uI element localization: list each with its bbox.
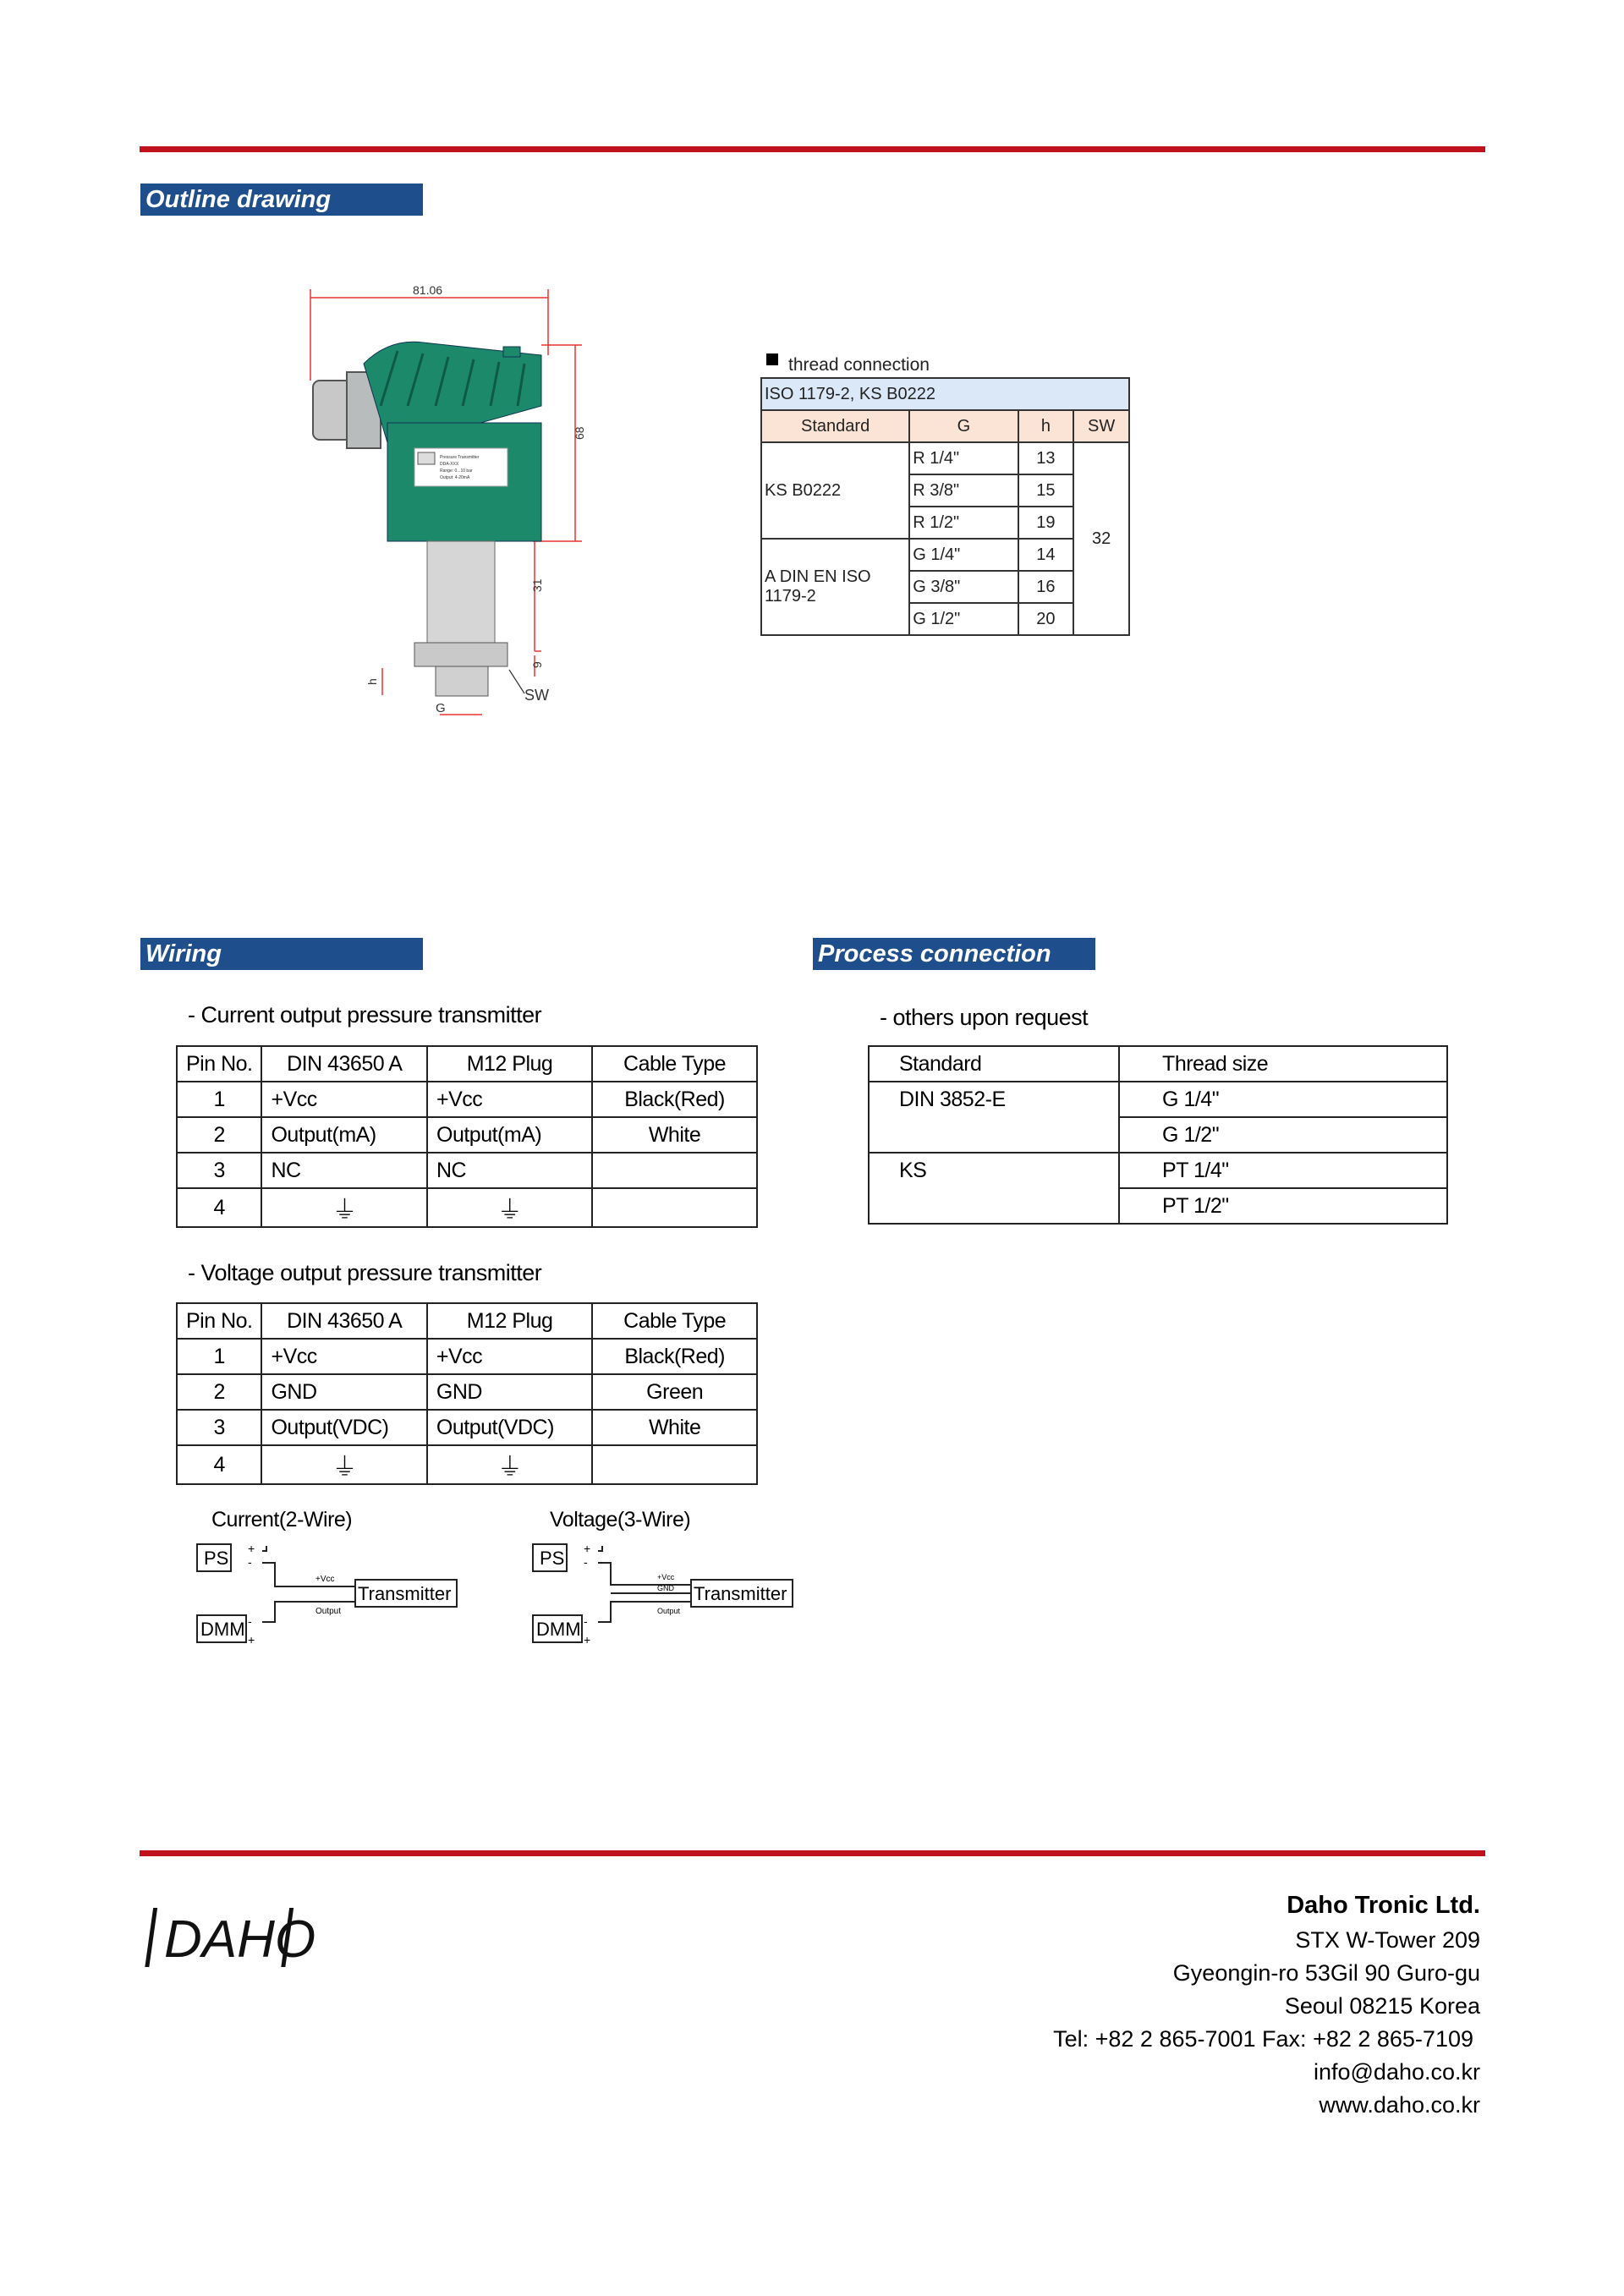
website-link[interactable]: www.daho.co.kr — [1319, 2092, 1480, 2118]
output-label: Output — [315, 1607, 342, 1616]
ps-label: PS — [204, 1548, 229, 1569]
current-diagram-title: Current(2-Wire) — [211, 1508, 353, 1532]
thread-table-header: h — [1018, 410, 1074, 442]
table-cell — [592, 1445, 757, 1484]
table-header: Cable Type — [592, 1046, 757, 1082]
address-line-3: Seoul 08215 Korea — [1284, 1993, 1480, 2019]
thread-table-title: ISO 1179-2, KS B0222 — [761, 378, 1129, 410]
table-cell: 2 — [177, 1374, 261, 1410]
table-cell: 4 — [177, 1445, 261, 1484]
bottom-rule — [140, 1850, 1485, 1856]
table-cell: Output(mA) — [261, 1117, 427, 1153]
nameplate-line-4: Output: 4-20mA — [440, 475, 470, 480]
table-cell: +Vcc — [427, 1082, 592, 1117]
address-line-1: STX W-Tower 209 — [1295, 1927, 1480, 1953]
email-link[interactable]: info@daho.co.kr — [1313, 2059, 1480, 2085]
table-cell: GND — [261, 1374, 426, 1410]
table-cell: 4 — [177, 1188, 261, 1227]
table-cell: Output(mA) — [427, 1117, 592, 1153]
thread-table-header: G — [909, 410, 1018, 442]
table-cell: 1 — [177, 1082, 261, 1117]
table-cell: G 1/2" — [1119, 1117, 1447, 1153]
minus-sign: - — [248, 1555, 252, 1569]
output-label: Output — [657, 1607, 681, 1615]
current-table-subtitle: - Current output pressure transmitter — [188, 1002, 542, 1027]
gnd-label: GND — [657, 1584, 674, 1592]
transmitter-label: Transmitter — [694, 1583, 787, 1604]
table-cell: KS — [869, 1153, 1119, 1224]
table-cell — [592, 1153, 757, 1188]
table-cell: 3 — [177, 1153, 261, 1188]
table-cell: 3 — [177, 1410, 261, 1445]
dim-h-label: h — [365, 678, 379, 685]
thread-table-standard-line1: A DIN EN ISO — [765, 567, 871, 586]
table-cell: Black(Red) — [592, 1082, 757, 1117]
thread-table-header: Standard — [761, 410, 909, 442]
voltage-table-subtitle: - Voltage output pressure transmitter — [188, 1260, 542, 1285]
table-cell: 2 — [177, 1117, 261, 1153]
thread-table-h: 13 — [1018, 442, 1074, 474]
table-header: DIN 43650 A — [261, 1303, 426, 1339]
table-cell — [592, 1188, 757, 1227]
dim-height-label: 68 — [573, 426, 586, 440]
table-header: Thread size — [1119, 1046, 1447, 1082]
nameplate-line-1: Pressure Transmitter — [440, 455, 480, 460]
table-cell: NC — [427, 1153, 592, 1188]
table-cell: Green — [592, 1374, 757, 1410]
top-rule — [140, 146, 1485, 152]
table-cell: White — [592, 1117, 757, 1153]
current-output-table — [176, 1045, 758, 1228]
daho-logo — [152, 1903, 316, 1972]
thread-table-g: G 1/4" — [909, 539, 1018, 571]
thread-table-standard: KS B0222 — [761, 442, 909, 539]
caption-bullet-icon — [766, 353, 778, 365]
table-header: Pin No. — [177, 1046, 261, 1082]
transmitter-label: Transmitter — [358, 1583, 452, 1604]
thread-table-h: 20 — [1018, 603, 1074, 635]
thread-table-h: 19 — [1018, 507, 1074, 539]
minus-sign: - — [584, 1555, 588, 1569]
current-wiring-diagram — [190, 1537, 469, 1652]
ground-icon: ⏚ — [427, 1445, 592, 1484]
table-header: M12 Plug — [427, 1046, 592, 1082]
thread-table-g: R 1/2" — [909, 507, 1018, 539]
label-g: G — [436, 701, 446, 715]
table-cell: PT 1/2" — [1119, 1188, 1447, 1224]
table-cell: +Vcc — [261, 1082, 427, 1117]
thread-table-g: R 3/8" — [909, 474, 1018, 507]
address-line-2: Gyeongin-ro 53Gil 90 Guro-gu — [1172, 1960, 1480, 1986]
process-connection-table — [868, 1045, 1448, 1225]
ground-icon: ⏚ — [261, 1188, 427, 1227]
table-cell: G 1/4" — [1119, 1082, 1447, 1117]
logo-text: DAHO — [164, 1910, 316, 1969]
thread-table-g: R 1/4" — [909, 442, 1018, 474]
minus-sign: - — [584, 1614, 588, 1628]
plus-sign: + — [584, 1542, 591, 1555]
table-cell: +Vcc — [427, 1339, 592, 1374]
voltage-output-table — [176, 1302, 758, 1485]
thread-table-g: G 3/8" — [909, 571, 1018, 603]
table-header: M12 Plug — [427, 1303, 592, 1339]
section-title-outline-drawing: Outline drawing — [140, 184, 423, 216]
thread-connection-table — [760, 377, 1130, 636]
table-cell: Output(VDC) — [261, 1410, 426, 1445]
table-header: Cable Type — [592, 1303, 757, 1339]
thread-table-g: G 1/2" — [909, 603, 1018, 635]
thread-table-standard — [761, 539, 909, 635]
table-cell: Black(Red) — [592, 1339, 757, 1374]
table-cell: Output(VDC) — [427, 1410, 592, 1445]
company-name: Daho Tronic Ltd. — [1287, 1892, 1480, 1919]
thread-table-header: SW — [1073, 410, 1129, 442]
plus-sign: + — [584, 1633, 591, 1647]
dmm-label: DMM — [200, 1619, 245, 1640]
table-header: Standard — [869, 1046, 1119, 1082]
dim-9-label: 9 — [530, 661, 544, 668]
vcc-label: +Vcc — [315, 1575, 335, 1584]
table-header: Pin No. — [177, 1303, 261, 1339]
outline-drawing — [288, 279, 609, 727]
thread-table-caption: thread connection — [788, 355, 930, 375]
ground-icon: ⏚ — [427, 1188, 592, 1227]
table-cell: 1 — [177, 1339, 261, 1374]
dim-31-label: 31 — [530, 578, 544, 592]
section-title-process-connection: Process connection — [813, 938, 1095, 970]
nameplate-line-3: Range: 0...10 bar — [440, 469, 473, 474]
thread-table-h: 15 — [1018, 474, 1074, 507]
thread-table-standard-line2: 1179-2 — [765, 587, 816, 606]
ground-icon: ⏚ — [261, 1445, 426, 1484]
table-cell: +Vcc — [261, 1339, 426, 1374]
nameplate-line-2: DDA-XXX — [440, 462, 459, 467]
dim-width-label: 81.06 — [413, 283, 443, 297]
table-header: DIN 43650 A — [261, 1046, 427, 1082]
thread-table-sw: 32 — [1073, 442, 1129, 635]
plus-sign: + — [248, 1542, 255, 1555]
voltage-wiring-diagram — [526, 1537, 805, 1652]
process-table-subtitle: - others upon request — [880, 1005, 1089, 1030]
table-cell: PT 1/4" — [1119, 1153, 1447, 1188]
label-sw: SW — [524, 687, 549, 704]
plus-sign: + — [248, 1633, 255, 1647]
thread-table-h: 14 — [1018, 539, 1074, 571]
minus-sign: - — [248, 1614, 252, 1628]
ps-label: PS — [540, 1548, 565, 1569]
phone-fax: Tel: +82 2 865-7001 Fax: +82 2 865-7109 — [1053, 2026, 1473, 2052]
thread-table-h: 16 — [1018, 571, 1074, 603]
table-cell: GND — [427, 1374, 592, 1410]
voltage-diagram-title: Voltage(3-Wire) — [550, 1508, 691, 1532]
section-title-wiring: Wiring — [140, 938, 423, 970]
vcc-label: +Vcc — [657, 1573, 675, 1581]
dmm-label: DMM — [536, 1619, 581, 1640]
table-cell: NC — [261, 1153, 427, 1188]
table-cell: White — [592, 1410, 757, 1445]
table-cell: DIN 3852-E — [869, 1082, 1119, 1153]
